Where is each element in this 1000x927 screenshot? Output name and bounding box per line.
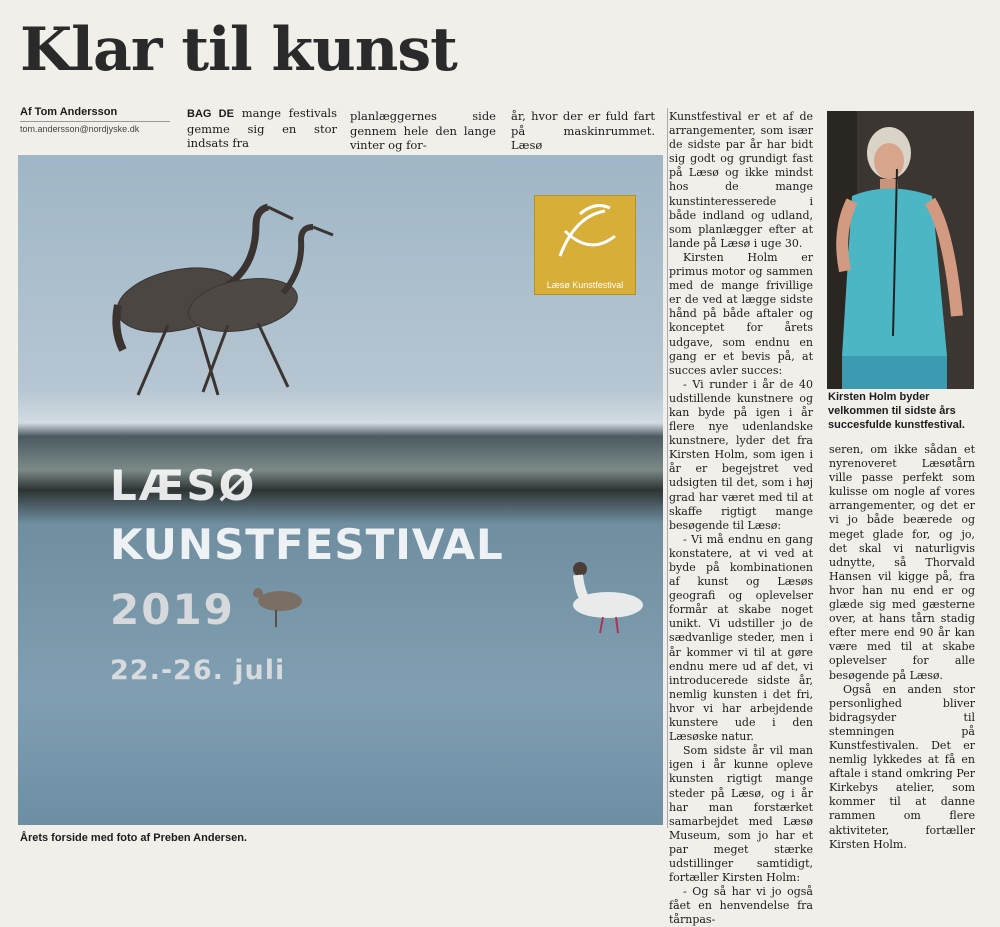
logo-mark-icon <box>535 196 635 276</box>
headline: Klar til kunst <box>20 15 457 85</box>
logo-text: Læsø Kunstfestival <box>546 280 624 290</box>
kirsten-holm-photo <box>827 111 974 389</box>
photo-caption: Kirsten Holm byder velkommen til sidste års succesfulde kunstfestival. <box>828 391 965 431</box>
column-3 <box>511 109 655 153</box>
column-1 <box>187 106 337 151</box>
column-4-p4: - Vi må endnu en gang konstatere, at vi ved at byde på kombinationen af kunst og Læsøs geografi og oplevelser formår at skabe noget unikt. Vi udstiller jo de sædvanlige steder, men i år kommer vi til at gøre endnu mere ud af det, vi introducerede sidste år, nemlig kunsten i det fri, hvor vi har arbejdende kunstere ude i den Læsøske natur. <box>669 532 813 744</box>
lead-word: BAG DE <box>187 108 234 120</box>
poster-year: 2019 <box>110 585 235 634</box>
poster-title-line1: LÆSØ <box>110 461 257 510</box>
column-4-p5: Som sidste år vil man igen i år kunne opleve kunsten rigtigt mange steder på Læsø, og i år har man forstærket samarbejdet med Læsø Museum, som jo har et par meget stærke udstillinger samtidigt, fortæller Kirsten Holm: <box>669 744 813 885</box>
column-5-p2: Også en anden stor personlighed bliver bidragsyder til stemningen på Kunstfestivalen. Det er nemlig lykkedes at få en aftale i stand omkring Per Kirkebys atelier, som kommer til at danne rammen om flere aktiviteter, fortæller Kirsten Holm. <box>829 682 975 851</box>
column-4-p2: Kirsten Holm er primus motor og sammen med de mange frivillige er de ved at lægge sidste hånd på både aftaler og konceptet for årets udgave, som endnu en gang er et bevis på, at succes avler succes: <box>669 250 813 377</box>
author-email: tom.andersson@nordjyske.dk <box>20 124 140 134</box>
column-4-p6: - Og så har vi jo også fået en henvendelse fra tårnpas- <box>669 885 813 927</box>
column-1-text: mange festivals gemme sig en stor indsats fra <box>187 106 337 151</box>
column-4 <box>669 110 813 927</box>
column-2 <box>350 109 496 153</box>
column-3-text: år, hvor der er fuld fart på maskinrummet. Læsø <box>511 109 655 153</box>
photo-figure <box>827 111 974 389</box>
poster-caption: Årets forside med foto af Preben Andersen. <box>20 832 247 844</box>
poster-dates: 22.-26. juli <box>110 655 286 686</box>
festival-logo <box>534 195 636 295</box>
column-2-text: planlæggernes side gennem hele den lange vinter og for- <box>350 109 496 153</box>
poster-title-line2: KUNSTFESTIVAL <box>110 520 504 569</box>
column-4-p1: Kunstfestival er et af de arrangementer, som især de sidste par år har bidt sig godt og grundigt fast på Læsø og ikke mindst hos de mange kunstinteresserede i både indland og udland, som planlægger efter at lande på Læsø i uge 30. <box>669 110 813 250</box>
byline: Af Tom Andersson <box>20 106 170 122</box>
column-5-p1: seren, om ikke sådan et nyrenoveret Læsøtårn ville passe perfekt som kulisse om nogle af vores arrangementer, og det er vi jo både beærede og meget glade for, og jo, det skal vi naturligvis udnytte, så Thorvald Hansen vil kigge på, fra hvor han nu end er og glæde sig med gæsterne over, at hans tårn stadig efter mere end 90 år kan være med til at skabe oplevelser for alle besøgende på Læsø. <box>829 443 975 682</box>
column-divider <box>667 108 668 828</box>
column-4-p3: - Vi runder i år de 40 udstillende kunstnere og kan byde på igen i år flere nye udenlandske kunstnere, lyder det fra Kirsten Holm, som igen i år er begejstret ved udsigten til det, som i høj grad har været med til at skaffe rigtigt mange besøgende til Læsø: <box>669 377 813 532</box>
poster-image <box>18 155 663 825</box>
column-5 <box>829 443 975 852</box>
